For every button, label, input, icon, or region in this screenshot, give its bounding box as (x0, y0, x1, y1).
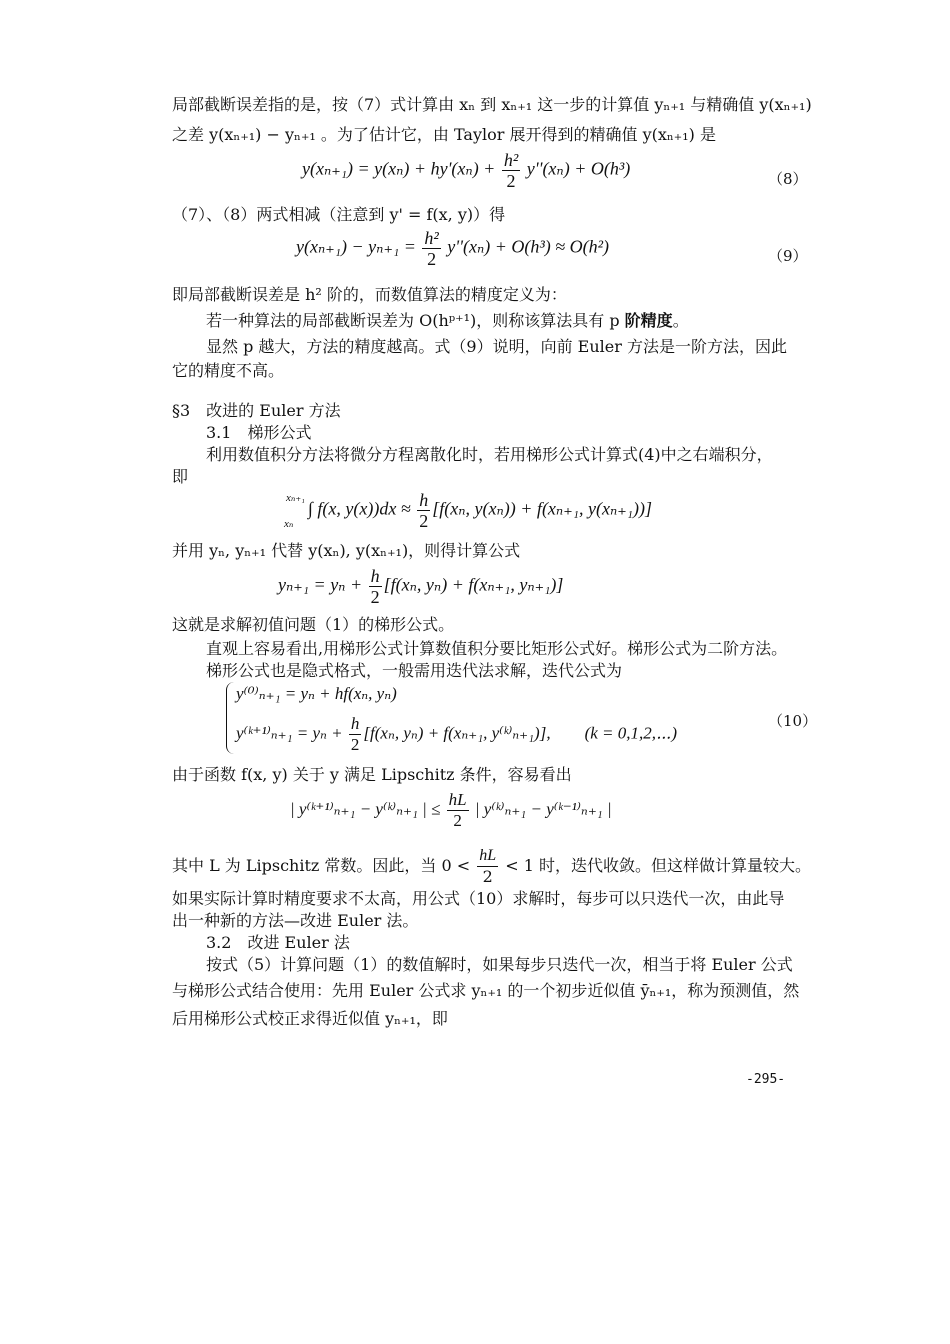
eq8-right: y''(xₙ) + O(h³) (522, 158, 631, 179)
eq8-numerator: h² (503, 150, 519, 170)
paragraph-line: 如果实际计算时精度要求不太高，用公式（10）求解时，每步可以只迭代一次，由此导 (172, 889, 785, 908)
equation-9 (296, 228, 609, 269)
paragraph-line: 利用数值积分方法将微分方程离散化时，若用梯形公式计算式(4)中之右端积分， (206, 445, 773, 464)
section-heading: §3 改进的 Euler 方法 (172, 401, 341, 420)
eq9-numerator: h² (424, 228, 439, 248)
paragraph-line: 出一种新的方法—改进 Euler 法。 (172, 911, 419, 930)
lip-numerator: hL (448, 790, 467, 809)
equation-8-label: （8） (768, 170, 808, 188)
condition-text-post: < 1 时，迭代收敛。但这样做计算量较大。 (500, 856, 812, 875)
paragraph-line: 显然 p 越大，方法的精度越高。式（9）说明，向前 Euler 方法是一阶方法，因此 (206, 337, 787, 356)
trap-right: [f(xₙ, yₙ) + f(xₙ₊₁, yₙ₊₁)] (383, 574, 564, 595)
condition-numerator: hL (477, 846, 498, 867)
integral-sign-block (274, 491, 308, 531)
eq10-line2-left: y⁽ᵏ⁺¹⁾ₙ₊₁ = yₙ + (236, 723, 347, 743)
paragraph-line: 并用 yₙ, yₙ₊₁ 代替 y(xₙ), y(xₙ₊₁)，则得计算公式 (172, 541, 521, 560)
trapezoid-equation (278, 566, 563, 607)
paragraph-line: 按式（5）计算问题（1）的数值解时，如果每步只迭代一次，相当于将 Euler 公式 (206, 955, 793, 974)
equation-9-label: （9） (768, 247, 808, 265)
paragraph-line: （7）、（8）两式相减（注意到 y' = f(x, y)）得 (172, 205, 506, 224)
integral-left: ∫ f(x, y(x))dx ≈ (308, 498, 416, 519)
eq10-denominator: 2 (350, 735, 360, 754)
eq9-right: y''(xₙ) + O(h³) ≈ O(h²) (442, 236, 610, 257)
trap-fraction (369, 566, 382, 607)
paragraph-line: 局部截断误差指的是，按（7）式计算由 xₙ 到 xₙ₊₁ 这一步的计算值 yₙ₊₁ 与精确值 y(xₙ₊₁) (172, 95, 812, 114)
integral-right: [f(xₙ, y(xₙ)) + f(xₙ₊₁, y(xₙ₊₁))] (432, 498, 652, 519)
definition-text: 若一种算法的局部截断误差为 O(hᵖ⁺¹)，则称该算法具有 p (206, 311, 625, 330)
lip-right: | y⁽ᵏ⁾ₙ₊₁ − y⁽ᵏ⁻¹⁾ₙ₊₁ | (470, 799, 612, 819)
paragraph-line: 梯形公式也是隐式格式，一般需用迭代法求解，迭代公式为 (206, 661, 623, 680)
definition-term: 阶精度 (624, 311, 673, 330)
paragraph-line: 由于函数 f(x, y) 关于 y 满足 Lipschitz 条件，容易看出 (172, 765, 572, 784)
eq8-denominator: 2 (506, 171, 516, 191)
condition-fraction (477, 846, 498, 887)
condition-denominator: 2 (482, 867, 493, 886)
eq8-left: y(xₙ₊₁) = y(xₙ) + hy'(xₙ) + (302, 158, 500, 179)
lipschitz-inequality (290, 790, 612, 831)
paragraph-line: 它的精度不高。 (172, 361, 285, 380)
integral-upper-limit: xₙ₊₁ (286, 491, 305, 504)
eq10-line2-right: [f(xₙ, yₙ) + f(xₙ₊₁, y⁽ᵏ⁾ₙ₊₁)], (k = 0,1,2,⋯) (363, 723, 677, 743)
equation-10-line1 (236, 684, 397, 704)
eq10-fraction (349, 714, 362, 755)
eq9-denominator: 2 (427, 249, 437, 269)
eq9-fraction (422, 228, 440, 269)
integral-denominator: 2 (419, 511, 429, 531)
page-number: -295- (746, 1072, 786, 1087)
paragraph-line: 后用梯形公式校正求得近似值 yₙ₊₁，即 (172, 1009, 448, 1028)
paragraph-line: 之差 y(xₙ₊₁) − yₙ₊₁ 。为了估计它，由 Taylor 展开得到的精确值 y(xₙ₊₁) 是 (172, 125, 716, 144)
lip-denominator: 2 (453, 811, 462, 830)
paragraph-line: 即局部截断误差是 h² 阶的，而数值算法的精度定义为： (172, 285, 567, 304)
integral-numerator: h (419, 490, 429, 510)
eq10-line1: y⁽⁰⁾ₙ₊₁ = yₙ + hf(xₙ, yₙ) (236, 684, 397, 703)
condition-line (172, 846, 811, 887)
subsection-heading: 3.1 梯形公式 (206, 423, 312, 442)
trap-left: yₙ₊₁ = yₙ + (278, 574, 367, 595)
subsection-heading: 3.2 改进 Euler 法 (206, 933, 350, 952)
eq8-fraction (502, 150, 520, 191)
trap-denominator: 2 (370, 587, 380, 607)
paragraph-line: 直观上容易看出,用梯形公式计算数值积分要比矩形公式好。梯形公式为二阶方法。 (206, 639, 788, 658)
paragraph-line: 即 (172, 467, 189, 486)
paragraph-line: 与梯形公式结合使用：先用 Euler 公式求 yₙ₊₁ 的一个初步近似值 ȳₙ₊₁，称为预测值，然 (172, 981, 800, 1000)
paragraph-line: 这就是求解初值问题（1）的梯形公式。 (172, 615, 455, 634)
trap-numerator: h (370, 566, 380, 586)
lip-left: | y⁽ᵏ⁺¹⁾ₙ₊₁ − y⁽ᵏ⁾ₙ₊₁ | ≤ (290, 799, 445, 819)
definition-end: 。 (672, 311, 689, 330)
equation-10-label: （10） (768, 712, 818, 730)
integral-equation (274, 490, 652, 531)
equation-8 (302, 150, 630, 191)
lip-fraction (447, 790, 469, 831)
eq10-numerator: h (350, 714, 360, 733)
integral-lower-limit: xₙ (284, 517, 294, 530)
definition-line (206, 310, 689, 332)
equation-10-line2 (236, 714, 677, 755)
condition-text-pre: 其中 L 为 Lipschitz 常数。因此，当 0 < (172, 856, 476, 875)
eq9-left: y(xₙ₊₁) − yₙ₊₁ = (296, 236, 421, 257)
integral-fraction (417, 490, 430, 531)
